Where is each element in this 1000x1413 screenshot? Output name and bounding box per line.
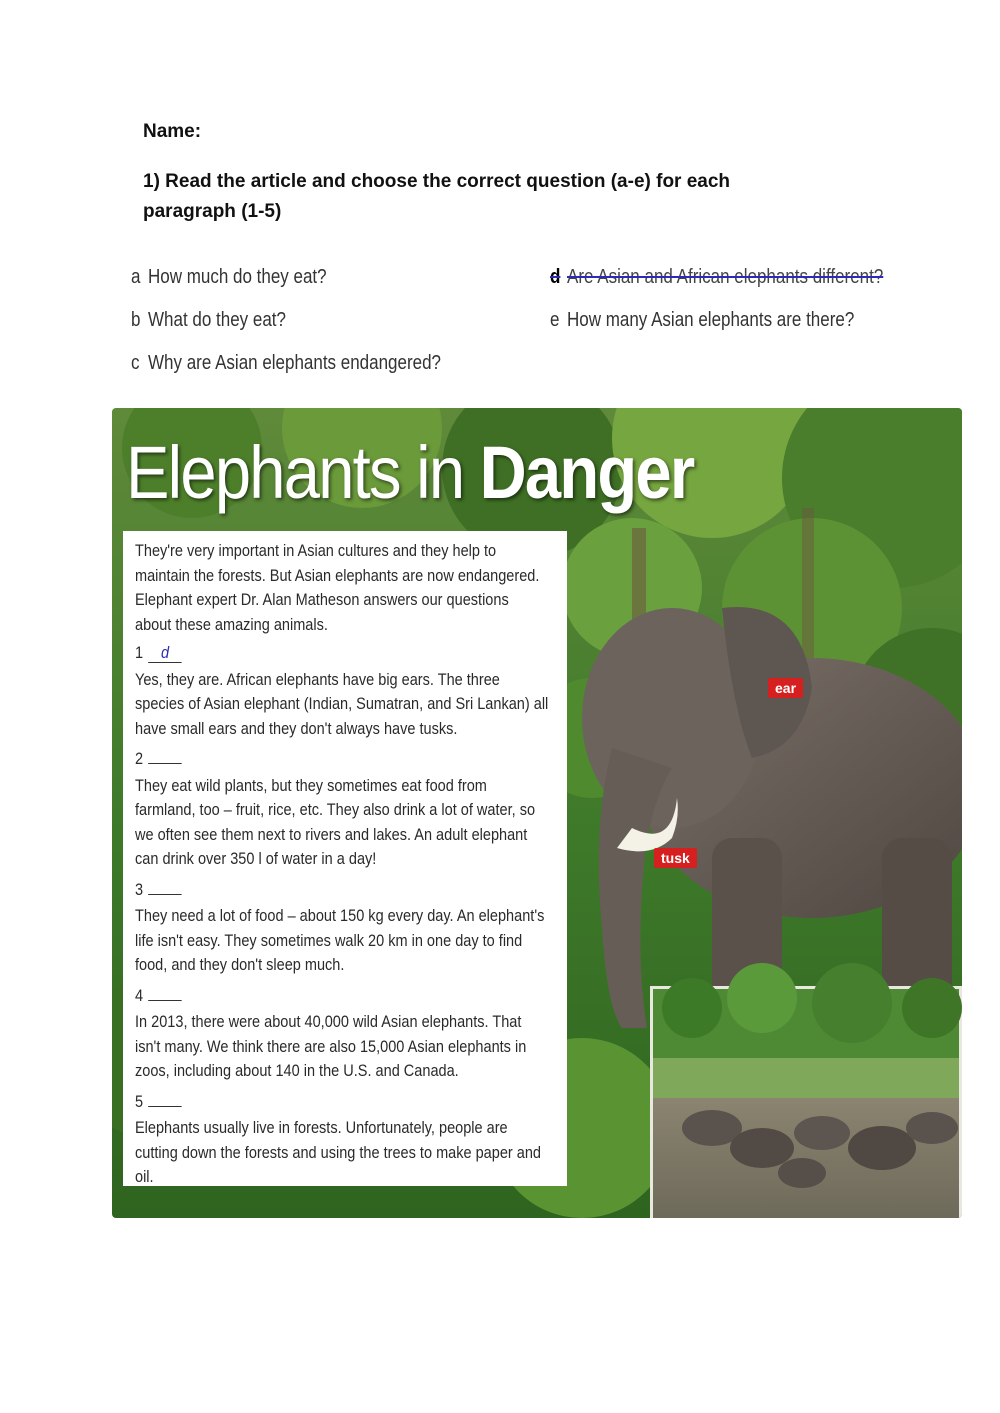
ear-label: ear	[768, 678, 803, 698]
question-d-crossed-out	[550, 266, 883, 289]
answer-blank-1[interactable]: d	[148, 644, 181, 663]
paragraph-1-text: Yes, they are. African elephants have big ears. The three species of Asian elephant (Indian, Sumatran, and Sri Lankan) all have small ears and they don't always have tusks.	[135, 670, 549, 738]
question-b	[131, 309, 286, 332]
answer-blank-2[interactable]	[148, 745, 181, 764]
question-a	[131, 266, 327, 289]
paragraph-number: 3	[135, 880, 144, 899]
answer-blank-3[interactable]	[148, 876, 181, 895]
paragraph-5-number	[135, 1088, 549, 1115]
question-c	[131, 352, 441, 375]
instruction-text: 1) Read the article and choose the correct question (a-e) for each paragraph (1-5)	[143, 171, 731, 222]
paragraph-number: 4	[135, 986, 144, 1005]
title-light: Elephants in	[126, 431, 480, 514]
question-text: Why are Asian elephants endangered?	[148, 352, 441, 374]
name-label: Name:	[143, 121, 202, 142]
question-letter: d	[550, 266, 561, 288]
paragraph-number: 2	[135, 750, 144, 768]
title-bold: Danger	[479, 431, 694, 514]
paragraph-4-text: In 2013, there were about 40,000 wild Asian elephants. That isn't many. We think there are also 15,000 Asian elephants in zoos, including about 140 in the U.S. and Canada.	[135, 1013, 527, 1080]
question-text: How many Asian elephants are there?	[567, 309, 855, 331]
article-title	[126, 430, 693, 515]
answer-blank-5[interactable]	[148, 1088, 181, 1107]
question-letter: e	[550, 309, 560, 331]
article-panel	[112, 408, 962, 1218]
question-letter: b	[131, 309, 141, 331]
question-e	[550, 309, 854, 332]
article-text-box	[123, 531, 567, 1186]
answer-blank-4[interactable]	[148, 982, 181, 1001]
paragraph-2-text: They eat wild plants, but they sometimes eat food from farmland, too – fruit, rice, etc. They also drink a lot of water, so we often see them next to rivers and lakes. An adult elephant can drink over 350 l of water in a day!	[135, 776, 536, 868]
paragraph-4-number	[135, 982, 549, 1009]
question-text: What do they eat?	[148, 309, 286, 331]
paragraph-3-text: They need a lot of food – about 150 kg every day. An elephant's life isn't easy. They sometimes walk 20 km in one day to find food, and they don't sleep much.	[135, 907, 545, 974]
paragraph-2-number	[135, 745, 549, 772]
question-text: How much do they eat?	[148, 266, 327, 288]
paragraph-5-text: Elephants usually live in forests. Unfortunately, people are cutting down the forests and using the trees to make paper and oil.	[135, 1119, 542, 1186]
paragraph-3-number	[135, 876, 549, 903]
question-letter: a	[131, 266, 141, 288]
question-text: Are Asian and African elephants different?	[567, 266, 884, 288]
paragraph-1-number	[135, 641, 549, 666]
question-letter: c	[131, 352, 140, 374]
tusk-label: tusk	[654, 848, 697, 868]
paragraph-number: 5	[135, 1092, 144, 1111]
paragraph-number: 1	[135, 644, 144, 662]
intro-paragraph: They're very important in Asian cultures and they help to maintain the forests. But Asian elephants are now endangered. Elephant expert Dr. Alan Matheson answers our questions about these amazing animals.	[135, 542, 540, 634]
